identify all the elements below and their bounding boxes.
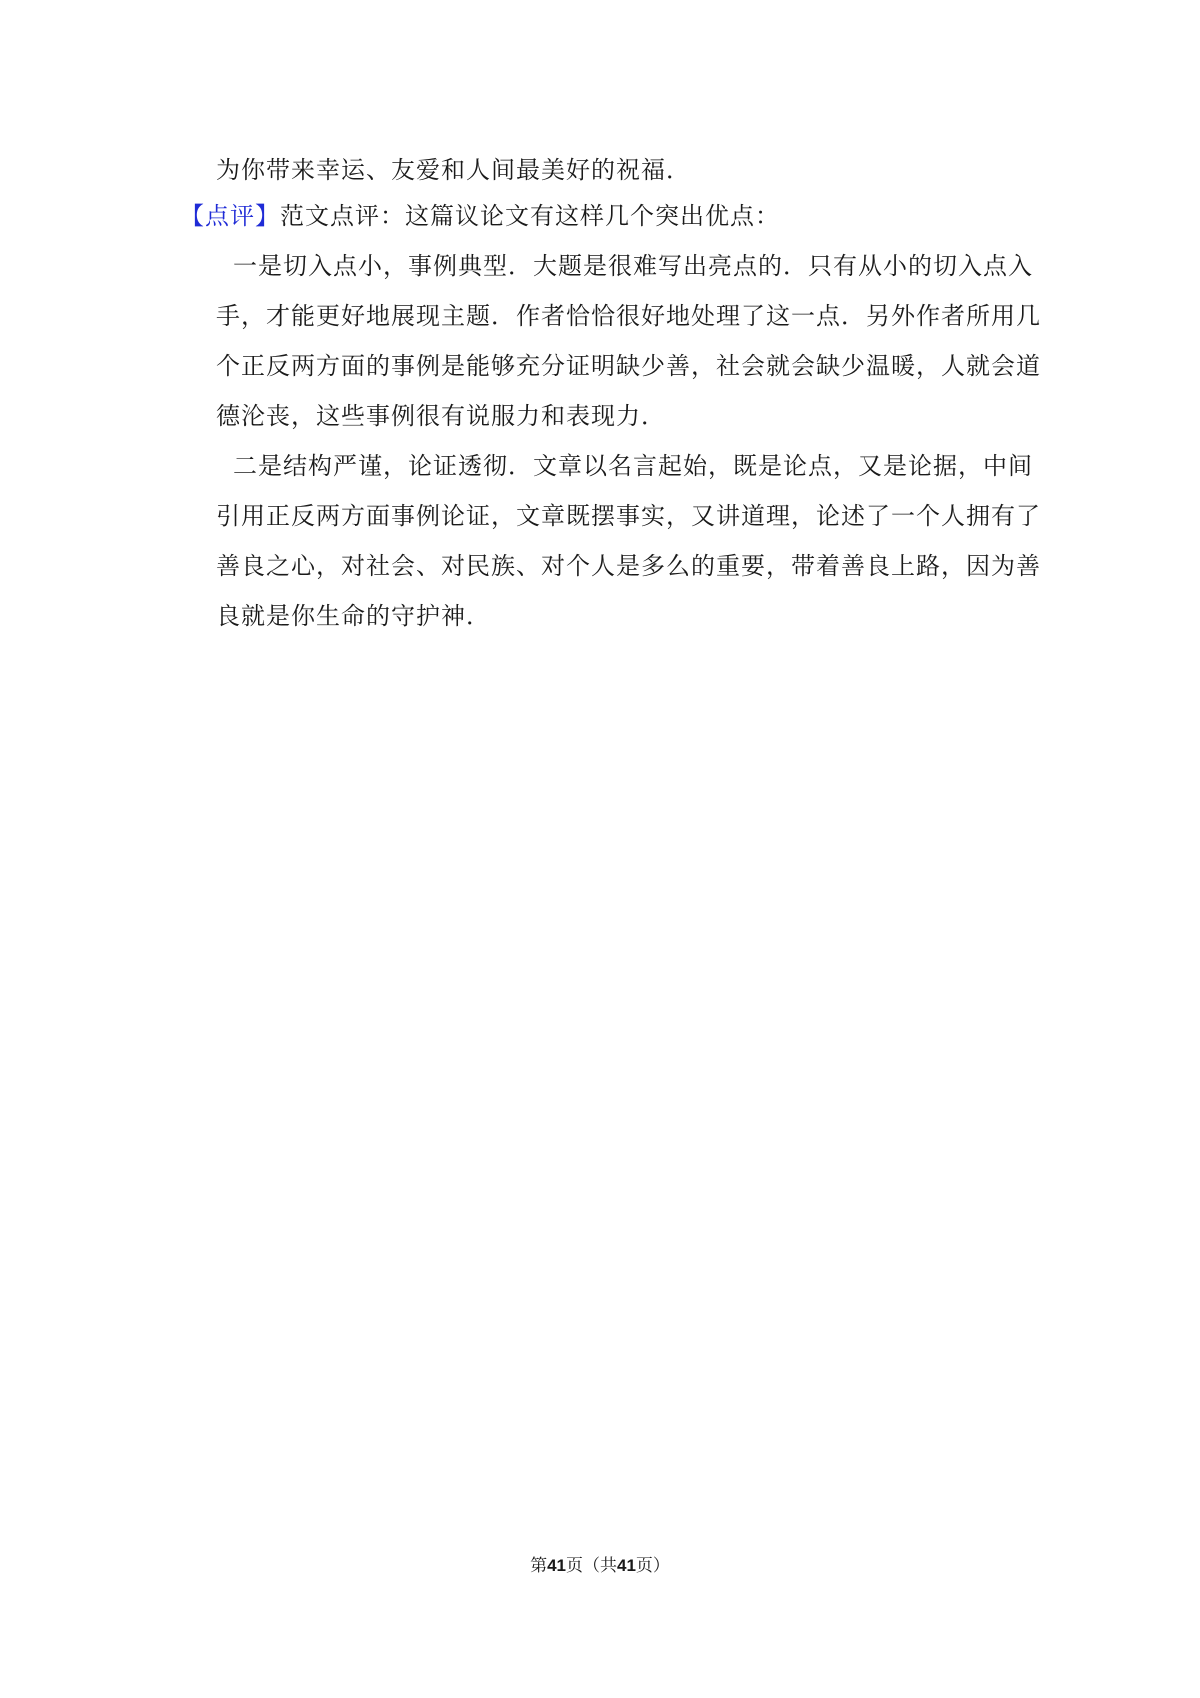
comment-heading-line <box>180 196 780 236</box>
footer-page-number: 41 <box>547 1556 566 1575</box>
footer-prefix: 第 <box>530 1556 548 1576</box>
paragraph-2-line-3: 善良之心，对社会、对民族、对个人是多么的重要，带着善良上路，因为善 <box>216 552 1041 580</box>
paragraph-2-line-4: 良就是你生命的守护神． <box>216 602 491 630</box>
paragraph-2-line-1: 二是结构严谨，论证透彻．文章以名言起始，既是论点，又是论据，中间 <box>233 452 1033 480</box>
footer-suffix: 页） <box>635 1556 670 1576</box>
paragraph-1-line-2: 手，才能更好地展现主题．作者恰恰很好地处理了这一点．另外作者所用几 <box>216 302 1041 330</box>
footer-total-pages: 41 <box>617 1556 636 1575</box>
paragraph-2-line-2: 引用正反两方面事例论证，文章既摆事实，又讲道理，论述了一个人拥有了 <box>216 502 1041 530</box>
footer-mid: 页（共 <box>566 1556 617 1576</box>
paragraph-1-line-3: 个正反两方面的事例是能够充分证明缺少善，社会就会缺少温暖，人就会道 <box>216 352 1041 380</box>
body-line: 为你带来幸运、友爱和人间最美好的祝福． <box>216 156 691 184</box>
comment-intro-text: 范文点评：这篇议论文有这样几个突出优点： <box>280 202 780 230</box>
paragraph-1-line-4: 德沦丧，这些事例很有说服力和表现力． <box>216 402 666 430</box>
paragraph-1-line-1: 一是切入点小，事例典型．大题是很难写出亮点的．只有从小的切入点入 <box>233 252 1033 280</box>
comment-label: 【点评】 <box>180 202 280 230</box>
page-footer <box>0 1554 1200 1578</box>
